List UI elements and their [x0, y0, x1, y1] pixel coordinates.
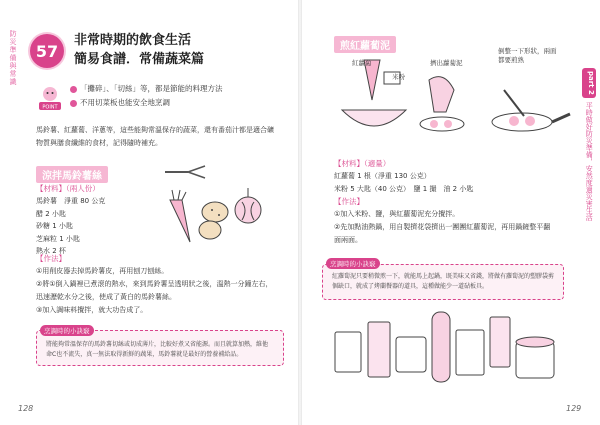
step-item: ②將①倒入鍋裡已煮滾的熱水，來到馬鈴薯呈透明狀之後，溫熱一分鐘左右，迅速瀝乾水分之後，使成了黃白的馬鈴薯絲。	[36, 280, 273, 301]
point-icon	[36, 84, 64, 112]
topic-number-badge: 57	[30, 34, 64, 68]
point-list	[70, 82, 223, 110]
bullet-icon	[70, 86, 77, 93]
tip-label: 烹調時的小訣竅	[40, 325, 94, 336]
bullet-icon	[70, 100, 77, 107]
pantry-goods-illustration	[330, 302, 560, 392]
steps-list	[334, 208, 554, 247]
ingredients-label: 【材料】（適量）	[334, 159, 391, 168]
title-line-2: 簡易食譜．常備蔬菜篇	[74, 51, 205, 67]
part-tab	[580, 68, 598, 221]
point-item: 不用切菜板也能安全地烹調	[70, 96, 223, 110]
illus-label-rice-flour: 米粉	[392, 73, 405, 81]
recipe-title: 涼拌馬鈴薯絲	[36, 166, 108, 183]
steps-label: 【作法】	[36, 254, 66, 263]
page-number: 129	[566, 404, 582, 413]
page-number: 128	[18, 404, 34, 413]
ingredient-item: 熱水 2 杯	[36, 247, 66, 255]
step-item: ①用削皮器去掉馬鈴薯皮，再用刨刀刨絲。	[36, 267, 169, 275]
ingredient-item: 紅蘿蔔 1 根（淨重 130 公克）	[334, 172, 431, 180]
ingredient-item: 醋 2 小匙	[36, 209, 66, 218]
ingredients-list	[334, 170, 554, 195]
side-tab: 防災準備與常識	[9, 30, 17, 86]
steps-list	[36, 265, 276, 317]
step-item: ②先加點油熱鍋，用自製擠花袋擠出一團團紅蘿蔔泥，再用鍋鏟整平翻面兩面。	[334, 223, 551, 244]
illus-label-shape: 倒整一下形狀，兩面都要煎熟	[498, 47, 557, 64]
ingredients-label: 【材料】（兩人份）	[36, 184, 100, 193]
ingredient-item: 米粉 5 大匙（40 公克） 鹽 1 撮 油 2 小匙	[334, 184, 474, 193]
point-item: 「攤碎」、「切絲」等，都是節能的料理方法	[70, 82, 223, 96]
point-label: POINT	[42, 104, 58, 111]
recipe-title: 煎紅蘿蔔泥	[334, 36, 396, 53]
ingredient-item: 砂糖 1 小匙	[36, 222, 73, 230]
step-item: ③加入調味料攪拌，就大功告成了。	[36, 306, 148, 314]
intro-paragraph: 馬鈴薯、紅蘿蔔、洋蔥等，這些能夠常溫保存的蔬菜，還有番茄汁都是適合礦物質與膳食纖維的食材，記得隨時補充。	[36, 126, 274, 147]
step-item: ①加入米粉、鹽，與紅蘿蔔泥充分攪拌。	[334, 210, 460, 218]
vegetables-illustration	[160, 160, 270, 250]
illus-label-squeeze: 擠出蘿蔔泥	[430, 59, 463, 67]
part-badge: part 2	[582, 68, 596, 98]
page-title	[74, 32, 204, 70]
steps-label: 【作法】	[334, 197, 364, 206]
part-title: 平時做好防災準備，安然度過災害生活	[585, 101, 594, 221]
ingredient-item: 芝麻粒 1 小匙	[36, 234, 80, 243]
illus-label-carrot: 紅蘿蔔	[352, 59, 372, 67]
ingredient-item: 馬鈴薯 淨重 80 公克	[36, 197, 106, 205]
title-line-1: 非常時期的飲食生活	[74, 33, 192, 48]
left-page	[0, 0, 298, 425]
ingredients-list	[36, 195, 146, 258]
point-box	[36, 80, 258, 114]
tip-text: 將能夠常溫保存的馬鈴薯切絲或切成薄片，比較好煮又省能源。而且就算加熱，維他命C也不流失，真一無法取得新鮮的蔬果，馬鈴薯就是最好的營養補給品。	[46, 341, 269, 358]
tip-label: 烹調時的小訣竅	[326, 258, 380, 269]
tip-text: 紅蘿蔔泥只要稍微煎一下，就能馬上起鍋，既美味又省錢，將做有蘿蔔泥的塑膠袋剪個缺口，就成了烤蘭餐器的道具，這種做能少一道砧板具。	[332, 273, 555, 290]
